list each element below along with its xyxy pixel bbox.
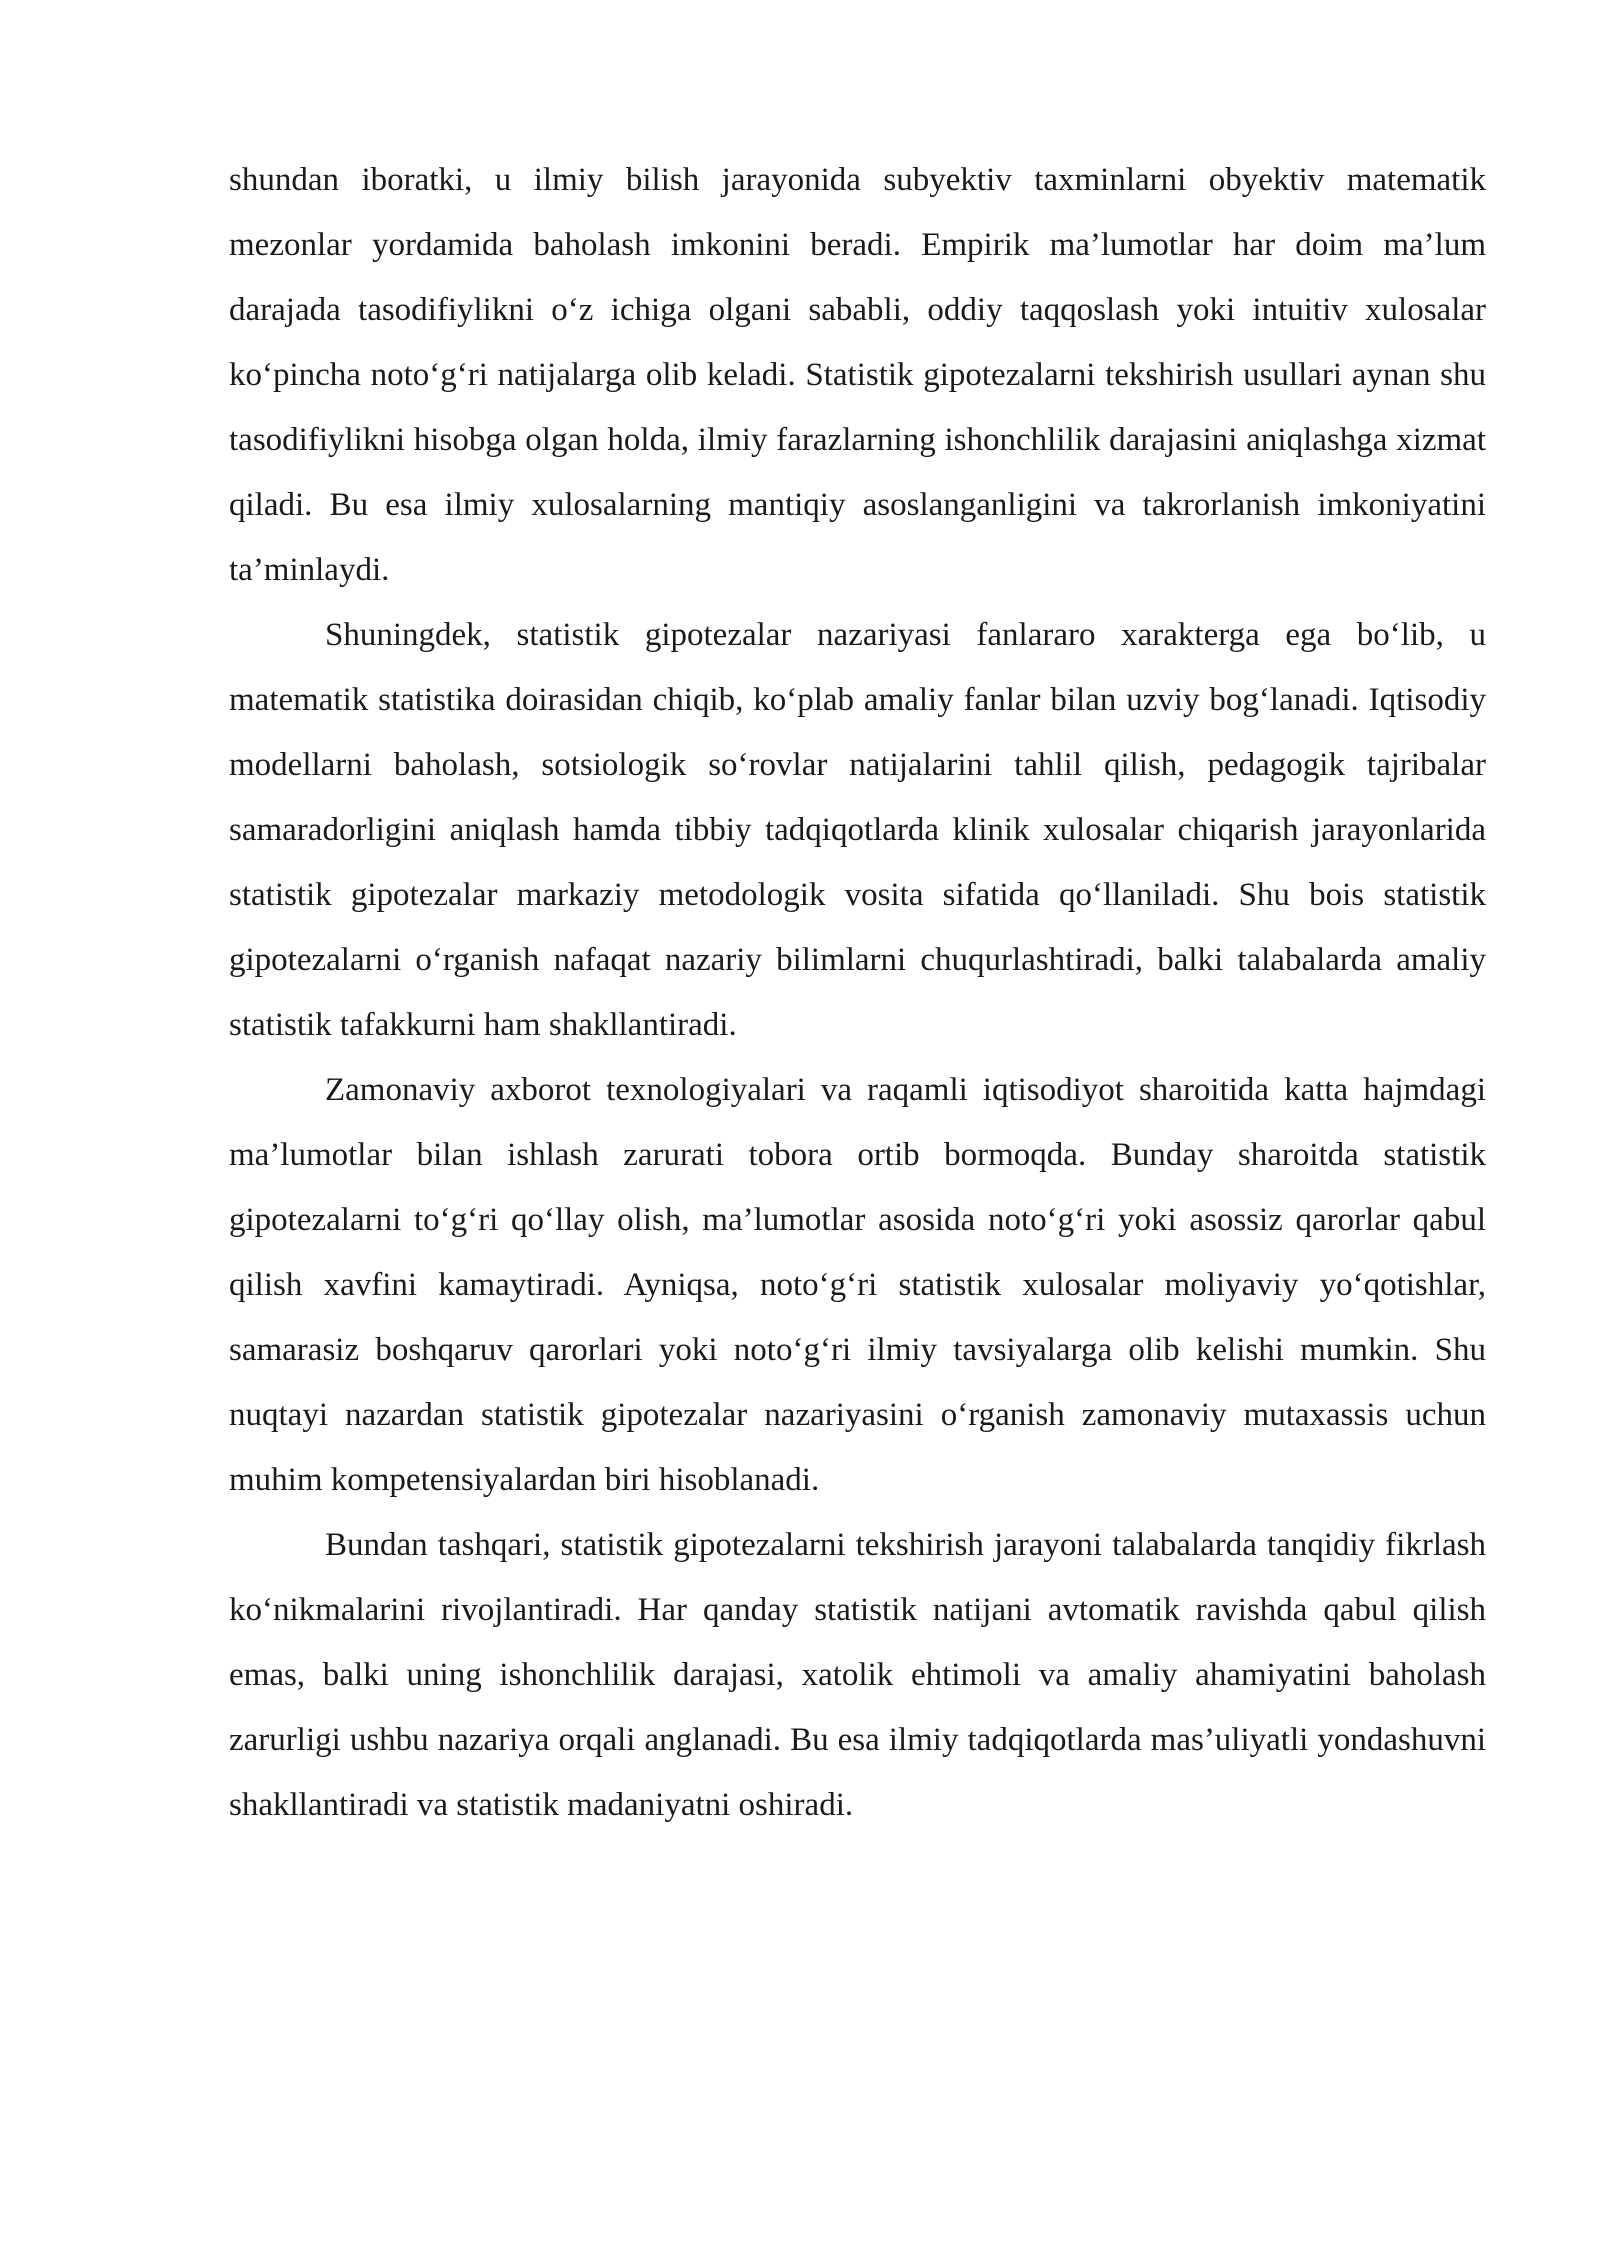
paragraph-modern-technology: Zamonaviy axborot texnologiyalari va raqamli iqtisodiyot sharoitida katta hajmdagi ma’lumotlar bilan ishlash zarurati tobora ortib bormoqda. Bunday sharoitda statistik gipotezalarni to‘g‘ri qo‘llay olish, ma’lumotlar asosida noto‘g‘ri yoki asossiz qarorlar qabul qilish xavfini kamaytiradi. Ayniqsa, noto‘g‘ri statistik xulosalar moliyaviy yo‘qotishlar, samarasiz boshqaruv qarorlari yoki noto‘g‘ri ilmiy tavsiyalarga olib kelishi mumkin. Shu nuqtayi nazardan statistik gipotezalar nazariyasini o‘rganish zamonaviy mutaxassis uchun muhim kompetensiyalardan biri hisoblanadi. bbox=[229, 1072, 1486, 1498]
paragraph-continuation: shundan iboratki, u ilmiy bilish jarayonida subyektiv taxminlarni obyektiv matematik mezonlar yordamida baholash imkonini beradi. Empirik ma’lumotlar har doim ma’lum darajada tasodifiylikni o‘z ichiga olgani sababli, oddiy taqqoslash yoki intuitiv xulosalar ko‘pincha noto‘g‘ri natijalarga olib keladi. Statistik gipotezalarni tekshirish usullari aynan shu tasodifiylikni hisobga olgan holda, ilmiy farazlarning ishonchlilik darajasini aniqlashga xizmat qiladi. Bu esa ilmiy xulosalarning mantiqiy asoslanganligini va takrorlanish imkoniyatini ta’minlaydi. bbox=[229, 162, 1486, 588]
paragraph-critical-thinking: Bundan tashqari, statistik gipotezalarni tekshirish jarayoni talabalarda tanqidiy fikrlash ko‘nikmalarini rivojlantiradi. Har qanday statistik natijani avtomatik ravishda qabul qilish emas, balki uning ishonchlilik darajasi, xatolik ehtimoli va amaliy ahamiyatini baholash zarurligi ushbu nazariya orqali anglanadi. Bu esa ilmiy tadqiqotlarda mas’uliyatli yondashuvni shakllantiradi va statistik madaniyatni oshiradi. bbox=[229, 1527, 1486, 1823]
body-text bbox=[229, 148, 1486, 1838]
paragraph-interdisciplinary: Shuningdek, statistik gipotezalar nazariyasi fanlararo xarakterga ega bo‘lib, u matematik statistika doirasidan chiqib, ko‘plab amaliy fanlar bilan uzviy bog‘lanadi. Iqtisodiy modellarni baholash, sotsiologik so‘rovlar natijalarini tahlil qilish, pedagogik tajribalar samaradorligini aniqlash hamda tibbiy tadqiqotlarda klinik xulosalar chiqarish jarayonlarida statistik gipotezalar markaziy metodologik vosita sifatida qo‘llaniladi. Shu bois statistik gipotezalarni o‘rganish nafaqat nazariy bilimlarni chuqurlashtiradi, balki talabalarda amaliy statistik tafakkurni ham shakllantiradi. bbox=[229, 617, 1486, 1043]
